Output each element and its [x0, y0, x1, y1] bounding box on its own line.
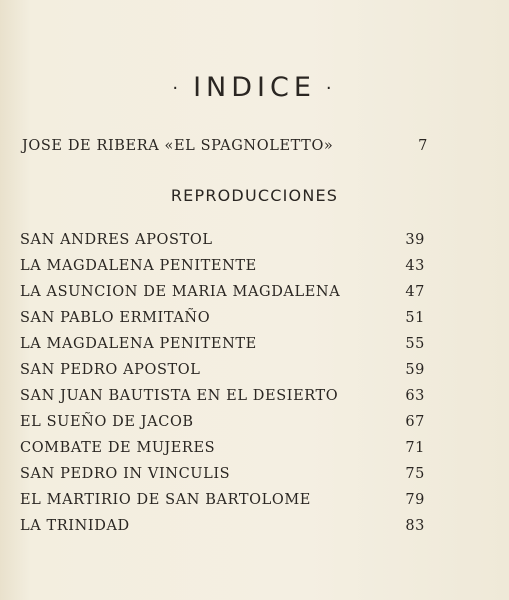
list-item-page: 79: [405, 492, 425, 508]
list-item-title: EL MARTIRIO DE SAN BARTOLOME: [20, 492, 311, 508]
list-item-title: SAN PEDRO IN VINCULIS: [20, 466, 231, 482]
section-title: REPRODUCCIONES: [170, 186, 339, 205]
list-item-page: 75: [405, 466, 425, 482]
list-item-page: 71: [405, 440, 425, 456]
list-item-title: LA ASUNCION DE MARIA MAGDALENA: [20, 284, 341, 300]
list-item-page: 67: [405, 414, 425, 430]
list-item-title: COMBATE DE MUJERES: [20, 440, 216, 456]
list-item-page: 83: [405, 518, 425, 534]
list-item-title: SAN JUAN BAUTISTA EN EL DESIERTO: [20, 388, 339, 404]
list-item-title: SAN PABLO ERMITAÑO: [20, 310, 211, 326]
page-title: [0, 72, 509, 103]
title-dot-left: ·: [172, 78, 184, 99]
list-item-page: 63: [405, 388, 425, 404]
main-entry-title: JOSE DE RIBERA «EL SPAGNOLETTO»: [22, 138, 334, 154]
list-item-page: 55: [405, 336, 425, 352]
list-item-title: LA TRINIDAD: [20, 518, 130, 534]
list-item-page: 59: [405, 362, 425, 378]
list-item-title: SAN PEDRO APOSTOL: [20, 362, 201, 378]
list-item-title: SAN ANDRES APOSTOL: [20, 232, 213, 248]
list-item-page: 51: [405, 310, 425, 326]
list-item-page: 47: [405, 284, 425, 300]
main-entry-page: 7: [418, 138, 428, 154]
list-item-page: 39: [405, 232, 425, 248]
title-text: INDICE: [193, 72, 316, 103]
list-item-title: EL SUEÑO DE JACOB: [20, 414, 194, 430]
title-dot-right: ·: [325, 78, 337, 99]
list-item-page: 43: [405, 258, 425, 274]
list-item-title: LA MAGDALENA PENITENTE: [20, 336, 257, 352]
list-item-title: LA MAGDALENA PENITENTE: [20, 258, 257, 274]
